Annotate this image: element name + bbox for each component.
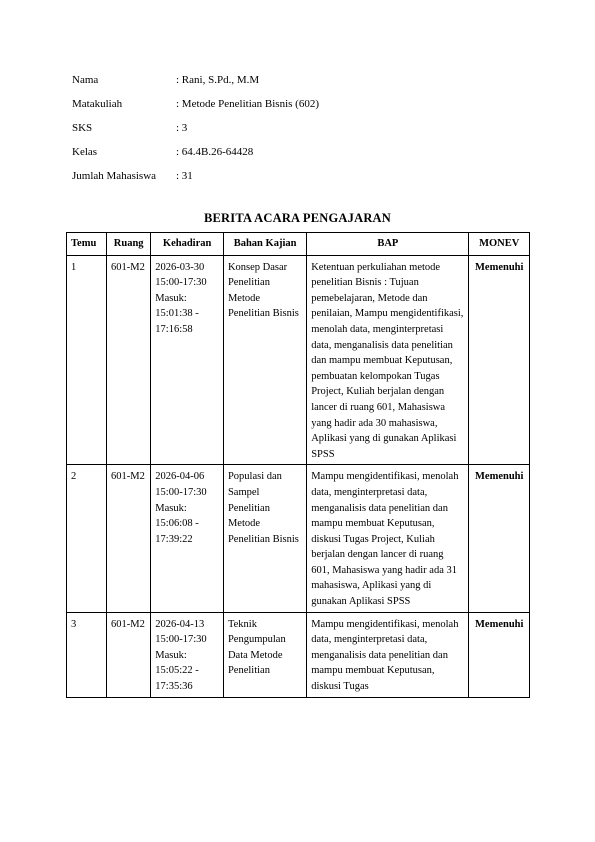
cell-bap: Mampu mengidentifikasi, menolah data, menginterpretasi data, menganalisis data penelitian dan mampu membuat Keputusan, diskusi Tugas Project, Kuliah berjalan dengan lancer di ruang 601, Mahasiswa yang hadir ada 31 mahasiswa, Aplikasi yang di gunakan Aplikasi SPSS [307,465,469,612]
cell-bahan-kajian: Populasi dan Sampel Penelitian Metode Penelitian Bisnis [223,465,306,612]
cell-ruang: 601-M2 [107,612,151,697]
info-value: : 3 [176,122,188,134]
header-bap: BAP [307,233,469,256]
info-label: Matakuliah [72,98,123,110]
cell-ruang: 601-M2 [107,465,151,612]
table-row [67,465,530,612]
teaching-log-table [66,232,530,698]
cell-monev: Memenuhi [469,465,530,612]
info-row-matakuliah [72,92,319,116]
header-kehadiran: Kehadiran [151,233,224,256]
cell-bap: Mampu mengidentifikasi, menolah data, menginterpretasi data, menganalisis data penelitian dan mampu membuat Keputusan, diskusi Tugas [307,612,469,697]
cell-kehadiran: 2026-03-30 15:00-17:30 Masuk: 15:01:38 - 17:16:58 [151,255,224,465]
info-row-jumlah-mahasiswa [72,164,319,188]
header-ruang: Ruang [107,233,151,256]
info-value: : Metode Penelitian Bisnis (602) [176,98,319,110]
table-row [67,612,530,697]
header-temu: Temu [67,233,107,256]
cell-temu: 2 [67,465,107,612]
cell-bahan-kajian: Teknik Pengumpulan Data Metode Penelitian [223,612,306,697]
cell-monev: Memenuhi [469,612,530,697]
page-title: BERITA ACARA PENGAJARAN [203,211,392,225]
cell-bap: Ketentuan perkuliahan metode penelitian Bisnis : Tujuan pemebelajaran, Metode dan penilaian, Mampu mengidentifikasi, menolah data, menginterpretasi data, menganalisis data penelitian dan mampu membuat Keputusan, pembuatan kelompokan Tugas Project, Kuliah berjalan dengan lancer di ruang 601, Mahasiswa yang hadir ada 30 mahasiswa, Aplikasi yang di gunakan Aplikasi SPSS [307,255,469,465]
cell-bahan-kajian: Konsep Dasar Penelitian Metode Penelitian Bisnis [223,255,306,465]
table-row [67,255,530,465]
info-value: : 31 [176,170,193,182]
cell-monev: Memenuhi [469,255,530,465]
info-row-kelas [72,140,319,164]
info-label: SKS [72,122,93,134]
info-row-nama [72,68,319,92]
info-label: Jumlah Mahasiswa [72,170,157,182]
cell-kehadiran: 2026-04-13 15:00-17:30 Masuk: 15:05:22 - 17:35:36 [151,612,224,697]
info-label: Kelas [72,146,98,158]
header-bahan-kajian: Bahan Kajian [223,233,306,256]
cell-temu: 3 [67,612,107,697]
table-header-row [67,233,530,256]
info-value: : Rani, S.Pd., M.M [176,74,260,86]
cell-temu: 1 [67,255,107,465]
cell-ruang: 601-M2 [107,255,151,465]
cell-kehadiran: 2026-04-06 15:00-17:30 Masuk: 15:06:08 - 17:39:22 [151,465,224,612]
header-monev: MONEV [469,233,530,256]
info-value: : 64.4B.26-64428 [176,146,254,158]
info-label: Nama [72,74,99,86]
info-row-sks [72,116,319,140]
lecturer-info [72,68,319,188]
